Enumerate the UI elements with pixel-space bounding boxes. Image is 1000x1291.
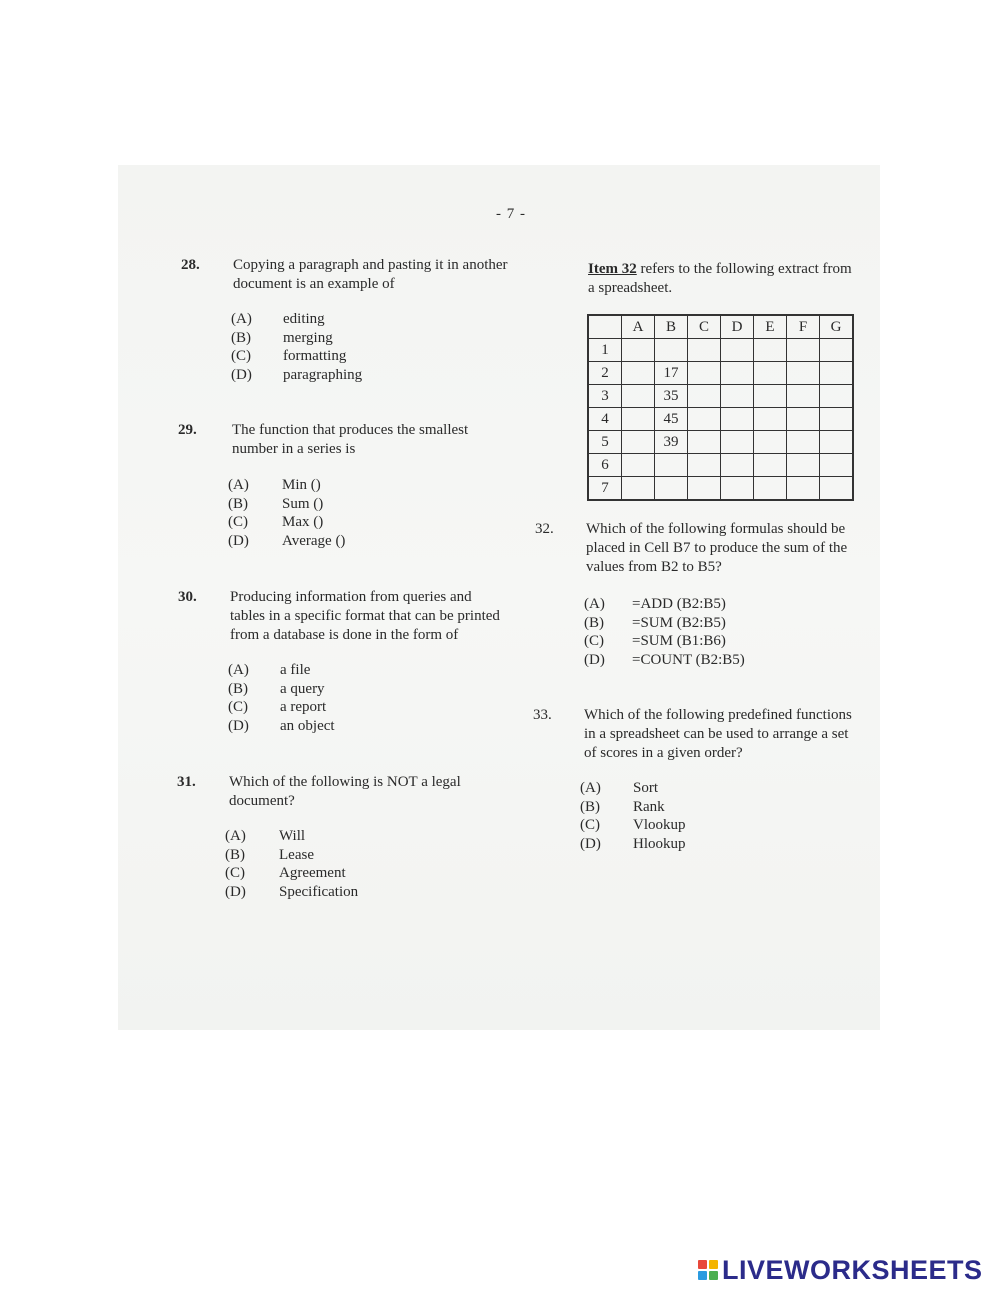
spreadsheet-cell	[622, 431, 655, 454]
spreadsheet-cell	[721, 339, 754, 362]
spreadsheet-cell	[820, 408, 854, 431]
spreadsheet-cell	[688, 431, 721, 454]
logo-block	[709, 1260, 718, 1269]
option-b[interactable]	[225, 846, 485, 865]
spreadsheet-cell	[820, 362, 854, 385]
question-text	[586, 520, 847, 577]
spreadsheet-cell	[655, 339, 688, 362]
options-list	[584, 595, 844, 669]
spreadsheet-cell	[688, 408, 721, 431]
option-c[interactable]	[228, 513, 488, 532]
spreadsheet-row	[588, 339, 853, 362]
spreadsheet-cell	[754, 477, 787, 501]
spreadsheet-cell	[820, 454, 854, 477]
spreadsheet-cell	[622, 477, 655, 501]
spreadsheet-cell	[754, 362, 787, 385]
options-list	[225, 827, 485, 901]
option-text: Sum ()	[282, 495, 324, 512]
spreadsheet-cell	[622, 362, 655, 385]
spreadsheet-row	[588, 408, 853, 431]
spreadsheet-cell	[622, 454, 655, 477]
option-label: (B)	[225, 846, 245, 863]
option-text: Min ()	[282, 477, 321, 493]
question-number: 32.	[535, 521, 554, 537]
option-text: an object	[280, 717, 335, 734]
column-header: G	[820, 315, 854, 339]
option-text: Vlookup	[633, 817, 686, 833]
spreadsheet-cell	[622, 385, 655, 408]
spreadsheet-cell	[787, 339, 820, 362]
option-label: (B)	[580, 798, 600, 815]
option-a[interactable]	[228, 476, 488, 495]
question-text-line: document is an example of	[233, 276, 395, 292]
question-number: 30.	[178, 589, 197, 605]
option-d[interactable]	[584, 651, 844, 670]
option-c[interactable]	[231, 347, 491, 366]
corner-cell	[588, 315, 622, 339]
option-label: (D)	[228, 532, 249, 549]
row-header: 2	[588, 362, 622, 385]
spreadsheet-cell	[688, 385, 721, 408]
option-label: (D)	[584, 651, 605, 668]
spreadsheet-cell	[820, 385, 854, 408]
option-text: Specification	[279, 883, 359, 900]
spreadsheet-header-row	[588, 315, 853, 339]
question-text-line: Producing information from queries and	[230, 589, 472, 605]
spreadsheet-cell: 17	[655, 362, 688, 385]
column-header: B	[655, 315, 688, 339]
options-list	[228, 661, 488, 735]
option-d[interactable]	[228, 717, 488, 736]
option-c[interactable]	[580, 816, 840, 835]
option-b[interactable]	[231, 329, 491, 348]
question-text-line: Copying a paragraph and pasting it in another	[233, 257, 508, 273]
page-number: - 7 -	[496, 206, 526, 222]
row-header: 4	[588, 408, 622, 431]
option-label: (D)	[231, 366, 252, 383]
option-label: (A)	[228, 477, 249, 493]
option-label: (A)	[228, 662, 249, 678]
question-text-line: tables in a specific format that can be printed	[230, 608, 500, 624]
option-text: Lease	[279, 846, 314, 863]
option-text: =SUM (B1:B6)	[632, 633, 726, 649]
question-text-line: in a spreadsheet can be used to arrange a set	[584, 726, 849, 742]
option-label: (A)	[225, 828, 246, 844]
question-text-line: document?	[229, 793, 295, 809]
option-text: =COUNT (B2:B5)	[632, 651, 745, 668]
option-label: (D)	[228, 717, 249, 734]
option-text: merging	[283, 329, 333, 346]
spreadsheet-cell: 45	[655, 408, 688, 431]
option-label: (B)	[584, 614, 604, 631]
spreadsheet-cell	[721, 477, 754, 501]
option-a[interactable]	[584, 595, 844, 614]
option-label: (C)	[584, 633, 604, 649]
option-a[interactable]	[225, 827, 485, 846]
option-label: (D)	[580, 835, 601, 852]
option-label: (C)	[228, 699, 248, 715]
liveworksheets-logo[interactable]	[698, 1256, 983, 1284]
option-b[interactable]	[228, 680, 488, 699]
spreadsheet-cell	[721, 454, 754, 477]
question-text	[230, 588, 500, 645]
question-text-line: of scores in a given order?	[584, 745, 743, 761]
option-text: editing	[283, 311, 325, 327]
spreadsheet-cell	[820, 477, 854, 501]
question-number: 33.	[533, 707, 552, 723]
column-header: F	[787, 315, 820, 339]
option-text: Average ()	[282, 532, 346, 549]
spreadsheet-cell: 39	[655, 431, 688, 454]
option-label: (C)	[231, 348, 251, 364]
spreadsheet-cell	[787, 362, 820, 385]
option-label: (C)	[228, 514, 248, 530]
spreadsheet-cell	[787, 385, 820, 408]
option-text: a query	[280, 680, 325, 697]
spreadsheet-cell	[655, 454, 688, 477]
option-text: Rank	[633, 798, 665, 815]
item-intro-text: a spreadsheet.	[588, 280, 673, 296]
question-text	[229, 773, 461, 811]
spreadsheet-cell	[787, 431, 820, 454]
spreadsheet-cell	[655, 477, 688, 501]
option-c[interactable]	[228, 698, 488, 717]
item-intro	[588, 260, 878, 298]
logo-block	[698, 1271, 707, 1280]
option-text: a report	[280, 699, 327, 715]
column-header: C	[688, 315, 721, 339]
option-label: (C)	[580, 817, 600, 833]
options-list	[580, 779, 840, 853]
logo-block	[698, 1260, 707, 1269]
spreadsheet-cell	[754, 339, 787, 362]
option-text: formatting	[283, 348, 347, 364]
spreadsheet-cell	[688, 339, 721, 362]
spreadsheet-extract	[587, 314, 854, 501]
question-text	[584, 706, 852, 763]
item-reference: Item 32	[588, 261, 637, 277]
option-label: (A)	[584, 596, 605, 612]
option-text: Sort	[633, 780, 659, 796]
spreadsheet-cell: 35	[655, 385, 688, 408]
spreadsheet-cell	[721, 408, 754, 431]
option-label: (B)	[228, 495, 248, 512]
spreadsheet-row	[588, 362, 853, 385]
option-b[interactable]	[584, 614, 844, 633]
column-header: D	[721, 315, 754, 339]
question-text-line: The function that produces the smallest	[232, 422, 469, 438]
row-header: 3	[588, 385, 622, 408]
question-number: 31.	[177, 774, 196, 790]
spreadsheet-cell	[820, 431, 854, 454]
item-intro-text: refers to the following extract from	[636, 261, 852, 277]
spreadsheet-cell	[787, 477, 820, 501]
spreadsheet-cell	[721, 362, 754, 385]
question-text-line: placed in Cell B7 to produce the sum of the	[586, 540, 848, 556]
option-text: =ADD (B2:B5)	[632, 596, 726, 612]
option-text: Agreement	[279, 865, 346, 881]
option-label: (D)	[225, 883, 246, 900]
question-text-line: Which of the following predefined functions	[584, 707, 852, 723]
spreadsheet-cell	[787, 408, 820, 431]
spreadsheet-cell	[721, 385, 754, 408]
spreadsheet-cell	[622, 339, 655, 362]
option-d[interactable]	[228, 532, 488, 551]
question-text-line: Which of the following is NOT a legal	[229, 774, 461, 790]
spreadsheet-row	[588, 477, 853, 501]
option-text: Hlookup	[633, 835, 686, 852]
spreadsheet-cell	[622, 408, 655, 431]
logo-blocks-icon	[698, 1260, 718, 1280]
option-text: =SUM (B2:B5)	[632, 614, 726, 631]
spreadsheet-row	[588, 385, 853, 408]
spreadsheet-row	[588, 431, 853, 454]
option-a[interactable]	[231, 310, 491, 329]
question-text	[232, 421, 468, 459]
question-number: 28.	[181, 257, 200, 273]
spreadsheet-cell	[754, 454, 787, 477]
question-text-line: from a database is done in the form of	[230, 627, 459, 643]
spreadsheet-row	[588, 454, 853, 477]
option-c[interactable]	[225, 864, 485, 883]
option-d[interactable]	[580, 835, 840, 854]
option-text: paragraphing	[283, 366, 363, 383]
option-label: (B)	[228, 680, 248, 697]
spreadsheet-cell	[754, 385, 787, 408]
row-header: 5	[588, 431, 622, 454]
option-c[interactable]	[584, 632, 844, 651]
spreadsheet-cell	[688, 454, 721, 477]
logo-text: LIVEWORKSHEETS	[722, 1254, 983, 1285]
column-header: E	[754, 315, 787, 339]
option-b[interactable]	[580, 798, 840, 817]
question-number: 29.	[178, 422, 197, 438]
option-label: (A)	[231, 311, 252, 327]
spreadsheet-cell	[721, 431, 754, 454]
option-a[interactable]	[580, 779, 840, 798]
option-a[interactable]	[228, 661, 488, 680]
row-header: 7	[588, 477, 622, 501]
option-d[interactable]	[231, 366, 491, 385]
spreadsheet-cell	[754, 431, 787, 454]
option-b[interactable]	[228, 495, 488, 514]
logo-block	[709, 1271, 718, 1280]
row-header: 6	[588, 454, 622, 477]
option-text: Will	[279, 828, 306, 844]
column-header: A	[622, 315, 655, 339]
row-header: 1	[588, 339, 622, 362]
question-text	[233, 256, 508, 294]
spreadsheet-cell	[820, 339, 854, 362]
spreadsheet-cell	[688, 477, 721, 501]
spreadsheet-cell	[787, 454, 820, 477]
option-text: Max ()	[282, 514, 324, 530]
option-label: (C)	[225, 865, 245, 881]
option-text: a file	[280, 662, 311, 678]
option-d[interactable]	[225, 883, 485, 902]
spreadsheet-cell	[688, 362, 721, 385]
question-text-line: number in a series is	[232, 441, 356, 457]
option-label: (B)	[231, 329, 251, 346]
options-list	[231, 310, 491, 384]
options-list	[228, 476, 488, 550]
question-text-line: values from B2 to B5?	[586, 559, 722, 575]
spreadsheet-cell	[754, 408, 787, 431]
option-label: (A)	[580, 780, 601, 796]
question-text-line: Which of the following formulas should be	[586, 521, 846, 537]
